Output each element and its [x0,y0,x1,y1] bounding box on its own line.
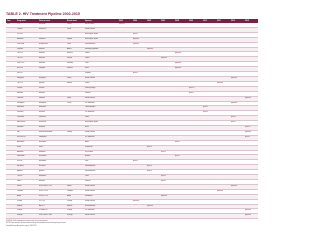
table-cell: phase II [132,32,146,37]
pipeline-table [6,19,258,219]
table-cell: Merck [84,126,118,131]
table-cell: Edurant [66,81,84,86]
table-cell [132,214,146,219]
table-cell: Prezista [66,57,84,62]
table-cell: Ibalizumab [16,106,38,111]
table-cell: doravirine [38,126,66,131]
table-cell: fostemsavir [38,121,66,126]
table-cell: TaiMed Biologics [84,106,118,111]
table-cell: GW433908 [16,42,38,47]
table-cell: approved [230,101,244,106]
table-cell: phase II [146,170,160,175]
column-header: Sponsor [84,19,118,23]
table-cell: atazanavir [38,37,66,42]
table-cell: PA-457 [16,180,38,185]
table-cell: Genvoya [66,214,84,219]
table-cell: UK-427,857 [16,62,38,67]
column-header: 2002 [118,19,132,23]
table-cell: Epzicom [66,204,84,209]
table-cell [118,214,132,219]
column-header: 2011 [216,19,230,23]
table-cell: Gilead Sciences [84,27,118,32]
table-cell: approved [132,42,146,47]
table-cell: phase II [244,135,258,140]
table-cell: Atripla [16,194,38,199]
table-cell: Schering-Plough [84,86,118,91]
table-cell: Racivir [16,145,38,150]
table-cell: approved [118,23,132,27]
table-cell: approved [244,214,258,219]
table-cell: approved [244,96,258,101]
table-cell: GlaxoSmithKline [84,165,118,170]
table-cell: Tibotec [84,52,118,57]
table-cell: elvitegravir [38,76,66,81]
table-cell: Reyataz [66,37,84,42]
table-cell: TMC-125 [16,52,38,57]
table-cell [188,214,202,219]
table-cell: Gilead/BMS [84,194,118,199]
table-cell: phase III [244,126,258,131]
table-cell: Cenicriviroc [16,116,38,121]
table-cell: brecanavir [38,165,66,170]
table-cell: PRO 542 [16,72,38,77]
column-header: 2005 [146,19,160,23]
table-cell: Gilead Sciences [84,96,118,101]
table-cell: phase II [146,165,160,170]
table-cell: Tipranavir [16,47,38,52]
table-cell: Roche/Trimeris [84,23,118,27]
column-header: 2013 [230,19,244,23]
column-header: Generic name [38,19,66,23]
table-cell: DTG/ABC/3TC [38,209,66,214]
table-cell: RPV/FTC/TDF [38,189,66,194]
table-cell: Aptivus [66,47,84,52]
table-cell: TAF [16,130,38,135]
table-cell: TMC-278 [16,81,38,86]
table-title: TABLE 2. HIV Treatment Pipeline 2002-2015 [6,12,80,16]
table-cell: phase II [188,91,202,96]
table-cell: Brecanavir [16,165,38,170]
table-cell: raltegravir [38,67,66,72]
table-cell: approved [146,204,160,209]
table-cell: 2002 [6,23,16,27]
footnote-line: NOTE: Phase indicates the most advanced stage of development reached during the year shown. [6,223,67,225]
table-cell: Viread [66,27,84,32]
table-cell: TNX-355 [16,175,38,180]
table-cell: Boehringer Ingelheim [84,47,118,52]
column-header: 2009 [188,19,202,23]
table-cell: Vitekta [66,76,84,81]
table-cell: GlaxoSmithKline [84,170,118,175]
table-cell: EFV/FTC/TDF [38,194,66,199]
table-cell: approved [132,199,146,204]
table-cell: approved [216,189,230,194]
column-header: 2008 [174,19,188,23]
table-cell: EVG/COBI/FTC/TAF [38,214,66,219]
table-cell: FTC/TDF [38,199,66,204]
table-cell: Gilead Sciences [84,130,118,135]
table-cell: Pharmasset [84,145,118,150]
table-cell: fosamprenavir [38,42,66,47]
table-cell: Apricitabine [16,140,38,145]
table-cell: Gilead Sciences [84,76,118,81]
table-cell: aplaviroc [38,170,66,175]
table-cell: phase II [146,145,160,150]
table-cell: amdoxovir [38,150,66,155]
table-cell: Doravirine [16,126,38,131]
table-cell: GSK1265744 [16,135,38,140]
table-cell: phase II [230,121,244,126]
table-cell: T-20 [16,23,38,27]
table-cell [216,214,230,219]
table-cell: Isentress [66,67,84,72]
table-cell: SPD754 [16,160,38,165]
table-cell: RFS Pharma [84,150,118,155]
table-cell: Complera [66,189,84,194]
table-cell: Panacos [84,91,118,96]
table-cell: Tenofovir [16,27,38,32]
table-cell: Gilead Sciences [84,199,118,204]
table-cell: Gilead Sciences [84,184,118,189]
table-cell: Avexa [84,140,118,145]
table-cell: approved [174,62,188,67]
table-cell: Gilead Sciences [84,189,118,194]
table-row [6,214,258,219]
table-cell [160,214,174,219]
table-cell: phase II [160,180,174,185]
table-cell: Bristol-Myers Squibb [84,32,118,37]
table-cell: bevirimat [38,91,66,96]
table-cell: Atripla [66,194,84,199]
column-header: Drug name [16,19,38,23]
table-cell: phase II [174,155,188,160]
table-cell: ibalizumab [38,106,66,111]
table-cell: etravirine [38,52,66,57]
table-cell: Amdoxovir [16,150,38,155]
table-cell [174,214,188,219]
table-cell: Intelence [66,52,84,57]
table-cell: Complera [16,189,38,194]
table-cell: enfuvirtide [38,23,66,27]
table-cell: phase II [230,116,244,121]
table-cell: racivir [38,145,66,150]
table-cell: phase II [160,150,174,155]
table-cell: approved [174,52,188,57]
table-cell: Selzentry [66,62,84,67]
table-cell: elvucitabine [38,155,66,160]
table-cell: Lersivirine [16,111,38,116]
table-cell: Elvucitabine [16,155,38,160]
table-cell: ABC/3TC [38,204,66,209]
table-cell: BMS-663068 [16,121,38,126]
table-cell: approved [244,130,258,135]
table-cell: vicriviroc [38,86,66,91]
table-cell [6,214,16,219]
table-cell: Gilead Sciences [84,214,118,219]
table-cell: approved [132,37,146,42]
table-cell: GlaxoSmithKline [84,42,118,47]
table-cell: bevirimat [38,180,66,185]
table-cell: phase II [132,160,146,165]
table-cell: tenofovir DF [38,27,66,32]
table-cell: DPC-083 [16,32,38,37]
table-cell [230,214,244,219]
table-cell: Truvada [66,199,84,204]
table-cell: approved [160,194,174,199]
table-cell: phase II [202,106,216,111]
table-cell: apricitabine [38,160,66,165]
table-cell: approved [146,47,160,52]
table-cell [202,214,216,219]
column-header: 2010 [202,19,216,23]
table-cell: approved [174,67,188,72]
table-cell: MK-0518 [16,67,38,72]
table-cell: Tobira [84,116,118,121]
table-cell: Bristol-Myers Squibb [84,37,118,42]
table-cell: Epzicom [16,204,38,209]
table-cell: Stribild [16,184,38,189]
table-cell: Atazanavir [16,37,38,42]
table-cell: Vemlidy [66,130,84,135]
table-cell: phase II [160,175,174,180]
table-cell: ibalizumab [38,175,66,180]
table-cell: phase II [174,140,188,145]
table-cell: approved [216,81,230,86]
table-cell: approved [230,76,244,81]
table-cell: tenofovir alafenamide [38,130,66,135]
table-cell: darunavir [38,57,66,62]
table-cell: Progenics [84,72,118,77]
table-cell: Dolutegravir [16,101,38,106]
table-cell: ViiV Healthcare [84,101,118,106]
column-header: Brand name [66,19,84,23]
table-cell: Merck [84,67,118,72]
table-cell: Achillion [84,155,118,160]
table-cell: phase II [202,111,216,116]
table-cell: Stribild [66,184,84,189]
table-cell: EVG/COBI/FTC/TDF [38,184,66,189]
table-cell: approved [230,184,244,189]
table-cell: Vicriviroc [16,86,38,91]
table-cell: ViiV Healthcare [84,111,118,116]
column-header: Year [6,19,16,23]
table-cell: ViiV Healthcare [84,209,118,214]
table-cell: tipranavir [38,47,66,52]
table-cell: apricitabine [38,140,66,145]
footnote-line: SOURCE: FDA, company press releases and clinical trial registries. [6,221,48,222]
table-cell [146,214,160,219]
table-cell: Aplaviroc [16,170,38,175]
column-header: 2006 [160,19,174,23]
table-cell: cobicistat [38,96,66,101]
table-cell: Bristol-Myers Squibb [84,121,118,126]
table-cell: cenicriviroc [38,116,66,121]
table-cell: Tibotec [84,57,118,62]
table-cell: Truvada [16,199,38,204]
table-cell: Genvoya [16,214,38,219]
table-cell: Tanox [84,175,118,180]
table-cell: GlaxoSmithKline [84,204,118,209]
table-cell: Bevirimat [16,91,38,96]
footnote-line: Compiled from public pipeline reports, 2002-2015. [6,225,37,227]
table-cell: TMC-114 [16,57,38,62]
table-cell: lersivirine [38,111,66,116]
table-cell: approved [160,57,174,62]
table-cell: Cobicistat [16,96,38,101]
column-header: 2004 [132,19,146,23]
table-cell: cabotegravir [38,135,66,140]
table-cell: Shire [84,160,118,165]
table-body [6,23,258,219]
table-cell: Tibotec [84,81,118,86]
table-cell: phase III [188,86,202,91]
table-cell: phase II [132,72,146,77]
table-cell: Panacos [84,180,118,185]
table-cell: Lexiva [66,42,84,47]
table-cell: rilpivirine [38,81,66,86]
table-cell: maraviroc [38,62,66,67]
table-cell: ViiV Healthcare [84,135,118,140]
table-cell: Pfizer [84,62,118,67]
table-cell: Triumeq [66,209,84,214]
table-cell: dolutegravir [38,101,66,106]
table-cell: Fuzeon [66,23,84,27]
table-cell: Triumeq [16,209,38,214]
table-cell: approved [244,209,258,214]
table-cell: Tybost [66,96,84,101]
table-cell: Tivicay [66,101,84,106]
column-header: 2015 [244,19,258,23]
table-cell: Elvitegravir [16,76,38,81]
